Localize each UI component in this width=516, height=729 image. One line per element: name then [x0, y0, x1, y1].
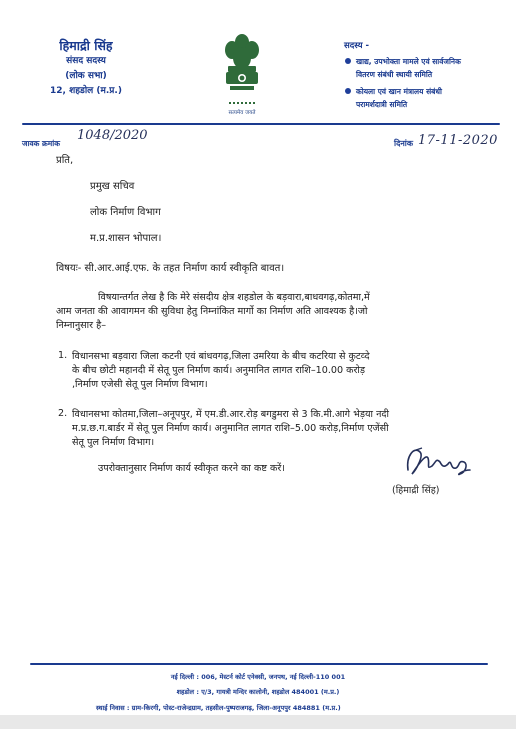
- recipient-line: प्रमुख सचिव: [90, 181, 135, 192]
- recipient-line: लोक निर्माण विभाग: [90, 207, 161, 218]
- footer-delhi-address: नई दिल्ली : 006, मेस्टर्न कोर्ट एनेक्सी, जनपथ, नई दिल्ली-110 001: [170, 673, 346, 681]
- sender-constituency: 12, शहडोल (म.प्र.): [50, 86, 122, 96]
- list-item-line: सेतू पुल निर्माण विभाग।: [72, 437, 155, 448]
- paragraph-line: निम्नानुसार है–: [56, 320, 107, 331]
- emblem-caption: सत्यमेव जयते: [228, 110, 256, 116]
- reference-number: 1048/2020: [77, 128, 148, 143]
- signature-image: [400, 440, 478, 484]
- footer-shahdol-address: शहडोल : ए/3, गायत्री मन्दिर कालोनी, शहडोल 484001 (म.प्र.): [176, 688, 340, 696]
- list-item-number: 2.: [58, 408, 68, 419]
- membership-title: सदस्य -: [344, 41, 369, 51]
- sender-designation: संसद सदस्य: [66, 56, 106, 66]
- footer-divider: [30, 663, 488, 665]
- list-item-number: 1.: [58, 350, 68, 361]
- scan-edge: [0, 715, 516, 729]
- membership-line: कोयला एवं खान मंत्रालय संबंधी: [356, 87, 442, 96]
- sender-name: हिमाद्री सिंह: [59, 38, 113, 53]
- membership-line: खाद्य, उपभोक्ता मामले एवं सार्वजनिक: [356, 57, 461, 66]
- bullet-icon: [345, 88, 351, 94]
- paragraph-line: विषयान्तर्गत लेख है कि मेरे संसदीय क्षेत्र शहडोल के बड़वारा,बाधवगढ़,कोतमा,में: [98, 292, 370, 303]
- sender-house: (लोक सभा): [65, 71, 107, 81]
- signatory-name: (हिमाद्री सिंह): [392, 485, 440, 496]
- membership-item: [344, 55, 509, 81]
- date-label: दिनांक: [394, 139, 413, 148]
- recipient-line: म.प्र.शासन भोपाल।: [90, 233, 162, 244]
- list-item-line: म.प्र.छ.ग.बार्डर में सेतू पुल निर्माण कार्य। अनुमानित लागत राशि–5.00 करोड़,निर्माण एजेंसी: [72, 423, 389, 434]
- subject-line: विषयः- सी.आर.आई.एफ. के तहत निर्माण कार्य स्वीकृति बावत।: [56, 263, 285, 274]
- footer-residence-address: स्थाई निवास : ग्राम-किरगी, पोस्ट-राजेन्द्रग्राम, तहसील-पुष्पराजगढ़, जिला-अनूपपुर 484881 (म.प्र.): [96, 704, 341, 712]
- membership-line: परामर्शदात्री समिति: [356, 100, 408, 109]
- salutation-to: प्रति,: [56, 155, 74, 166]
- list-item-line: विधानसभा कोतमा,जिला–अनूपपुर, में एम.डी.आर.रोड़ बगडुमरा से 3 कि.मी.आगे भेड़या नदी: [72, 409, 389, 420]
- date-value: 17-11-2020: [418, 133, 498, 148]
- list-item-line: विधानसभा बड़वारा जिला कटनी एवं बांधवगढ़,जिला उमरिया के बीच कटरिया से कुटव्दे: [72, 351, 370, 362]
- paragraph-line: आम जनता की आवागमन की सुविधा हेतु निम्नांकित मार्गो का निर्माण अति आवश्यक है।जो: [56, 306, 368, 317]
- membership-line: वितरण संबंधी स्थायी समिति: [356, 70, 433, 79]
- closing-line: उपरोक्तानुसार निर्माण कार्य स्वीकृत करने का कष्ट करें।: [98, 463, 285, 474]
- header-divider: [22, 123, 500, 125]
- membership-block: [344, 40, 509, 111]
- bullet-icon: [345, 58, 351, 64]
- list-item-line: के बीच छोटी महानदी में सेतू पुल निर्माण कार्य। अनुमानित लागत राशि–10.00 करोड़: [72, 365, 366, 376]
- reference-label: जावक क्रमांक: [22, 139, 60, 148]
- sender-block: [36, 38, 136, 99]
- list-item-line: ,निर्माण एजेसी सेतू पुल निर्माण विभाग।: [72, 379, 208, 390]
- membership-item: [344, 85, 509, 111]
